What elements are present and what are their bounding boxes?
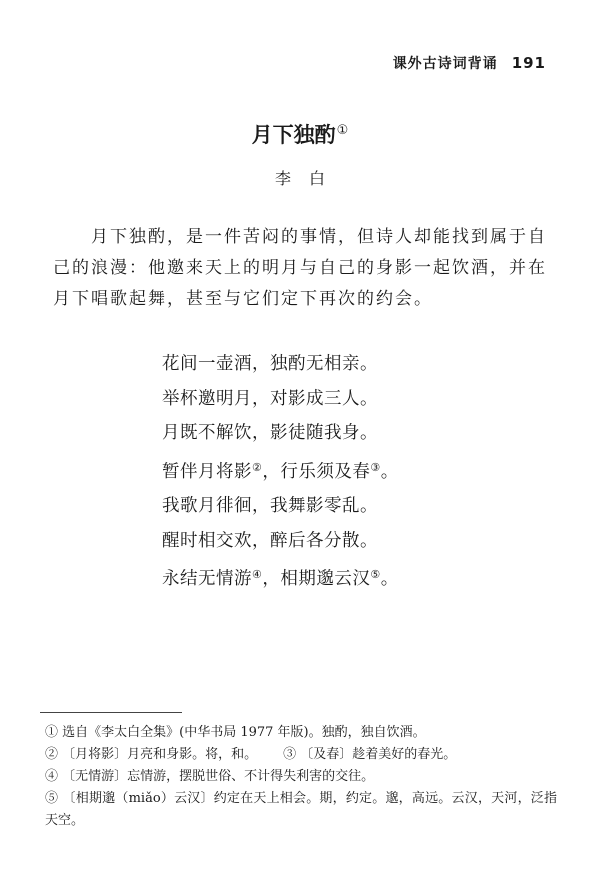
poem-line: 花间一壶酒，独酌无相亲。 (162, 354, 378, 374)
poem-body (162, 347, 399, 597)
page-number: 191 (511, 54, 546, 72)
footnote-divider (40, 712, 182, 713)
poem-line-part: 暂伴月将影 (162, 461, 252, 482)
footnote-1: ① 选自《李太白全集》(中华书局 1977 年版)。独酌，独自饮酒。 (45, 725, 426, 740)
footnote-5: ⑤ 〔相期邈（miǎo）云汉〕约定在天上相会。期，约定。邈，高远。云汉，天河，泛指天空。 (45, 791, 557, 828)
section-title: 课外古诗词背诵 (392, 56, 498, 72)
title-footnote-mark: ① (336, 123, 349, 138)
footnote-2: ② 〔月将影〕月亮和身影。将，和。 (45, 747, 258, 762)
poem-line (162, 558, 399, 597)
footnote-mark: ⑤ (370, 568, 381, 581)
poem-title (0, 119, 600, 149)
poem-line-part: 。 (380, 461, 399, 482)
poem-line: 月既不解饮，影徒随我身。 (162, 423, 378, 443)
poem-line-part: ，相期邈云汉 (262, 569, 371, 589)
poem-line: 举杯邀明月，对影成三人。 (162, 388, 378, 409)
poem-line (162, 451, 399, 490)
footnote-3: ③ 〔及春〕趁着美好的春光。 (283, 747, 457, 762)
intro-paragraph: 月下独酌，是一件苦闷的事情，但诗人却能找到属于自己的浪漫：他邀来天上的明月与自己的身影一起饮酒，并在月下唱歌起舞，甚至与它们定下再次的约会。 (53, 227, 547, 309)
running-header (393, 53, 546, 73)
poem-line: 我歌月徘徊，我舞影零乱。 (162, 496, 378, 516)
poem-line-part: ，行乐须及春 (262, 461, 371, 482)
footnote-mark: ③ (370, 460, 381, 474)
footnote-mark: ② (252, 460, 263, 474)
footnote-row (45, 744, 557, 766)
poem-line-part: 永结无情游 (162, 569, 252, 589)
poem-line-part: 。 (380, 569, 399, 589)
poem-author: 李白 (274, 169, 343, 188)
poem-line: 醒时相交欢，醉后各分散。 (162, 530, 378, 551)
poem-title-text: 月下独酌 (251, 123, 336, 147)
footnote-mark: ④ (252, 568, 263, 581)
footnote-4: ④ 〔无情游〕忘情游，摆脱世俗、不计得失利害的交往。 (45, 769, 375, 784)
footnotes (45, 722, 557, 832)
